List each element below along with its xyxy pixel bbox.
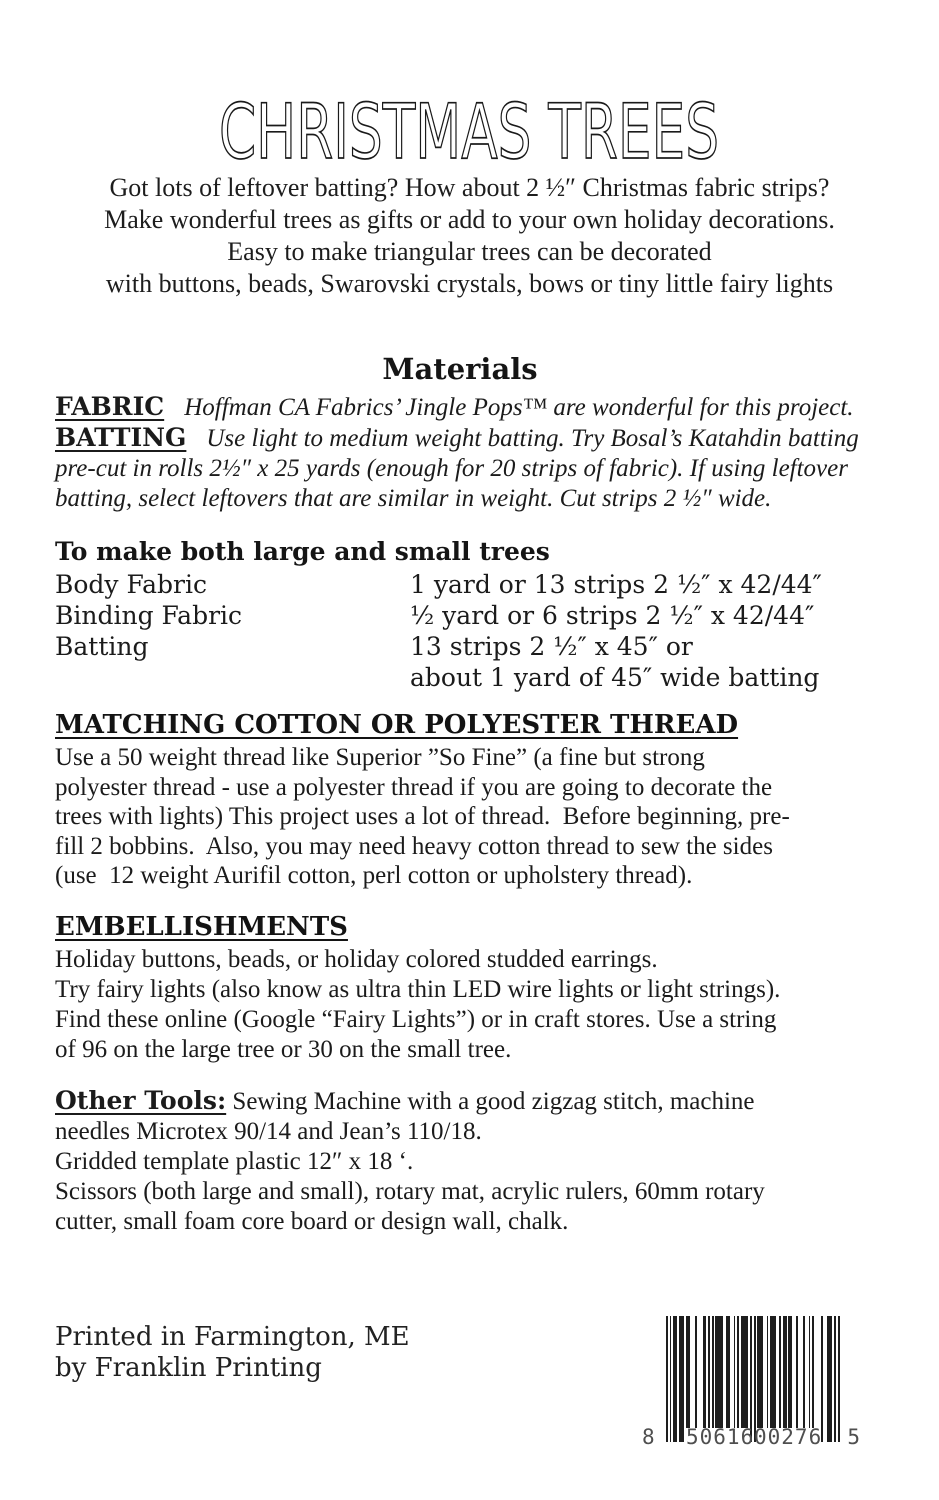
table-row: [55, 662, 900, 693]
thread-line: (use 12 weight Aurifil cotton, perl cotton or upholstery thread).: [55, 862, 693, 889]
barcode-digit-group1: 50616: [686, 1425, 755, 1449]
row-amount: ½ yard or 6 strips 2 ½″ x 42/44″: [410, 601, 815, 630]
requirements-heading: To make both large and small trees: [55, 537, 550, 566]
other-tools-paragraph: [55, 1086, 915, 1237]
barcode-bars: [666, 1316, 839, 1442]
batting-line: [55, 423, 900, 454]
intro-line: Make wonderful trees as gifts or add to your own holiday decorations.: [104, 205, 835, 234]
other-tools-text: Sewing Machine with a good zigzag stitch, machine: [226, 1088, 755, 1115]
other-tools-first-line: [55, 1086, 915, 1117]
barcode-digit-group2: 00276: [754, 1425, 823, 1449]
batting-label: BATTING: [55, 423, 187, 452]
embellishments-paragraph: [55, 945, 915, 1065]
row-item: Body Fabric: [55, 570, 208, 599]
materials-heading: Materials: [382, 352, 538, 386]
thread-line: polyester thread - use a polyester thread if you are going to decorate the: [55, 773, 773, 801]
batting-text-line: pre-cut in rolls 2½″ x 25 yards (enough for 20 strips of fabric). If using leftover: [55, 455, 848, 482]
other-tools-label: Other Tools:: [55, 1086, 227, 1115]
thread-line: fill 2 bobbins. Also, you may need heavy cotton thread to sew the sides: [55, 832, 773, 860]
barcode-digit-right: 5: [847, 1425, 861, 1449]
requirements-table: [55, 569, 900, 693]
fabric-text: Hoffman CA Fabrics’ Jingle Pops™ are wonderful for this project.: [184, 394, 854, 421]
intro-paragraph: [0, 172, 939, 300]
barcode: [642, 1316, 861, 1449]
printed-by-block: [55, 1322, 410, 1384]
other-tools-line: Gridded template plastic 12″ x 18 ‘.: [55, 1148, 414, 1175]
fabric-label: FABRIC: [55, 392, 165, 421]
materials-block: [55, 392, 900, 514]
table-row: [55, 600, 900, 631]
thread-line: trees with lights) This project uses a lot of thread. Before beginning, pre-: [55, 803, 790, 830]
title-art: [0, 88, 939, 173]
title-block: [0, 88, 939, 178]
embellishments-heading: EMBELLISHMENTS: [55, 912, 348, 942]
other-tools-line: needles Microtex 90/14 and Jean’s 110/18.: [55, 1118, 482, 1145]
thread-heading: MATCHING COTTON OR POLYESTER THREAD: [55, 710, 739, 740]
printed-line: Printed in Farmington, ME: [55, 1322, 410, 1352]
thread-line: Use a 50 weight thread like Superior ”So Fine” (a fine but strong: [55, 744, 705, 771]
page-title: CHRISTMAS TREES: [219, 88, 719, 173]
other-tools-line: Scissors (both large and small), rotary mat, acrylic rulers, 60mm rotary: [55, 1178, 765, 1205]
batting-text-line: batting, select leftovers that are similar in weight. Cut strips 2 ½″ wide.: [55, 485, 772, 512]
fabric-line: [55, 392, 900, 423]
embellishments-line: of 96 on the large tree or 30 on the small tree.: [55, 1036, 512, 1063]
row-amount: about 1 yard of 45″ wide batting: [410, 663, 820, 692]
thread-paragraph: [55, 743, 915, 891]
intro-line: Got lots of leftover batting? How about 2 ½″ Christmas fabric strips?: [109, 173, 830, 202]
intro-line: Easy to make triangular trees can be decorated: [227, 237, 712, 266]
embellishments-line: Find these online (Google “Fairy Lights”) or in craft stores. Use a string: [55, 1006, 777, 1033]
row-amount: 1 yard or 13 strips 2 ½″ x 42/44″: [410, 570, 822, 599]
barcode-digit-left: 8: [642, 1425, 656, 1449]
embellishments-line: Try fairy lights (also know as ultra thin LED wire lights or light strings).: [55, 976, 781, 1003]
row-item: Batting: [55, 632, 149, 661]
table-row: [55, 631, 900, 662]
table-row: [55, 569, 900, 600]
intro-line: with buttons, beads, Swarovski crystals, bows or tiny little fairy lights: [105, 269, 834, 298]
printed-line: by Franklin Printing: [55, 1353, 322, 1383]
other-tools-line: cutter, small foam core board or design wall, chalk.: [55, 1208, 569, 1235]
row-amount: 13 strips 2 ½″ x 45″ or: [410, 632, 693, 661]
batting-text: Use light to medium weight batting. Try Bosal’s Katahdin batting: [206, 425, 859, 452]
embellishments-line: Holiday buttons, beads, or holiday colored studded earrings.: [55, 946, 658, 973]
row-item: Binding Fabric: [55, 601, 243, 630]
barcode-module: [838, 1316, 840, 1442]
